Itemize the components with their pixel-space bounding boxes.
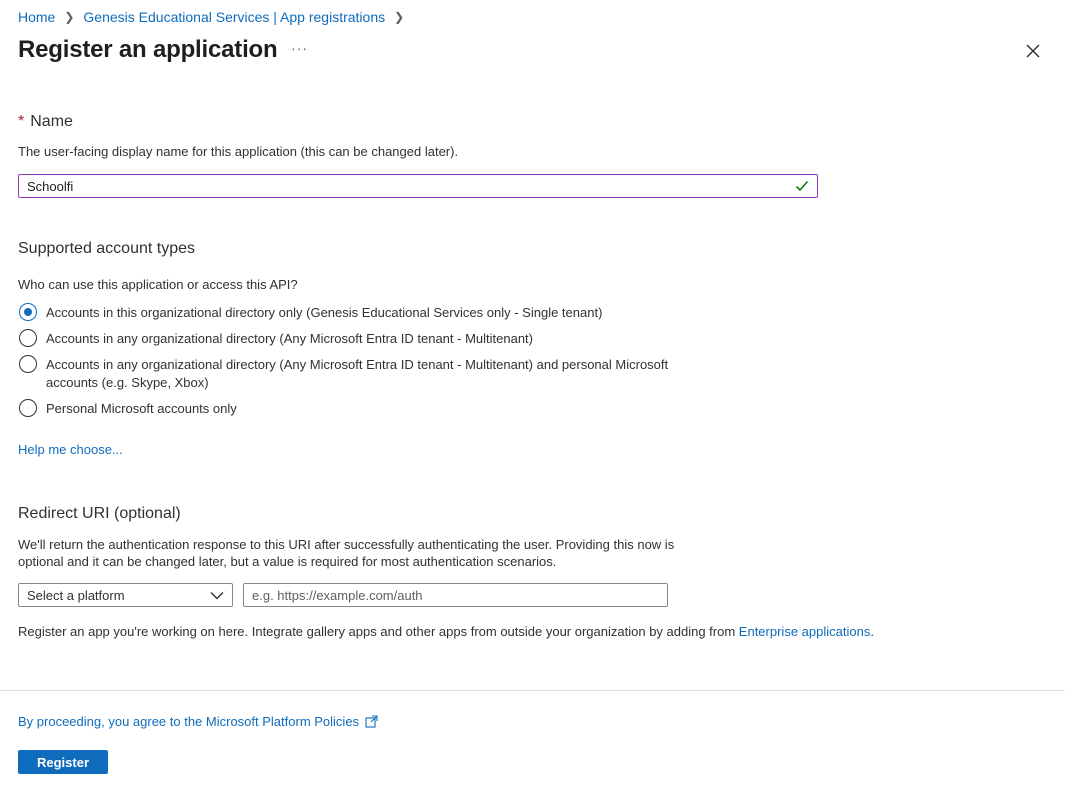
chevron-down-icon [210,591,224,600]
register-button[interactable]: Register [18,750,108,774]
name-input[interactable] [18,174,818,198]
breadcrumb-app-registrations-link[interactable]: Genesis Educational Services | App registrations [83,9,386,25]
required-marker: * [18,113,25,130]
external-link-icon [365,715,378,728]
policy-link-container[interactable] [18,714,378,729]
name-input-value[interactable]: Schoolfi [27,178,74,194]
close-icon[interactable] [1023,41,1043,61]
radio-label: Accounts in any organizational directory (Any Microsoft Entra ID tenant - Multitenant) [46,331,533,346]
redirect-uri-title: Redirect URI (optional) [18,505,181,522]
radio-label-line1: Accounts in any organizational directory (Any Microsoft Entra ID tenant - Multitenant) and personal Microsoft [46,357,669,372]
radio-label [46,356,668,392]
platform-policies-link[interactable]: By proceeding, you agree to the Microsoft Platform Policies [18,714,360,729]
platform-select[interactable] [18,583,233,607]
footer-divider [0,690,1065,691]
name-label: Name [30,113,73,130]
radio-button-selected[interactable] [19,303,37,321]
redirect-uri-description [18,536,674,570]
chevron-right-icon: ❯ [394,10,405,24]
page-title: Register an application [18,36,278,63]
gallery-note-suffix: . [870,624,874,639]
redirect-uri-placeholder: e.g. https://example.com/auth [252,587,423,603]
platform-select-value: Select a platform [27,587,125,603]
breadcrumb [18,9,413,25]
radio-option-multitenant-personal[interactable] [19,356,668,392]
redirect-uri-input[interactable] [243,583,668,607]
radio-label: Accounts in this organizational directory only (Genesis Educational Services only - Single tenant) [46,305,603,320]
radio-button[interactable] [19,399,37,417]
account-types-title: Supported account types [18,240,196,257]
gallery-note [18,624,874,639]
chevron-right-icon: ❯ [64,10,75,24]
enterprise-applications-link[interactable]: Enterprise applications [738,624,871,639]
redirect-description-line1: We'll return the authentication response to this URI after successfully authenticating the user. Providing this now is [18,537,675,552]
help-me-choose-link[interactable]: Help me choose... [18,442,123,457]
breadcrumb-home-link[interactable]: Home [18,9,56,25]
radio-label-line2: accounts (e.g. Skype, Xbox) [46,375,209,390]
name-description: The user-facing display name for this application (this can be changed later). [18,144,459,159]
radio-label: Personal Microsoft accounts only [46,401,237,416]
redirect-description-line2: optional and it can be changed later, but a value is required for most authentication scenarios. [18,554,557,569]
radio-button[interactable] [19,329,37,347]
gallery-note-text: Register an app you're working on here. Integrate gallery apps and other apps from outside your organization by adding from [18,624,739,639]
account-types-question: Who can use this application or access this API? [18,277,298,292]
radio-option-personal-only[interactable] [19,400,237,418]
radio-option-single-tenant[interactable] [19,304,602,322]
checkmark-icon [795,179,809,193]
radio-option-multitenant[interactable] [19,330,533,348]
name-section-title [18,113,73,131]
more-options-icon[interactable]: ··· [291,40,308,56]
radio-button[interactable] [19,355,37,373]
